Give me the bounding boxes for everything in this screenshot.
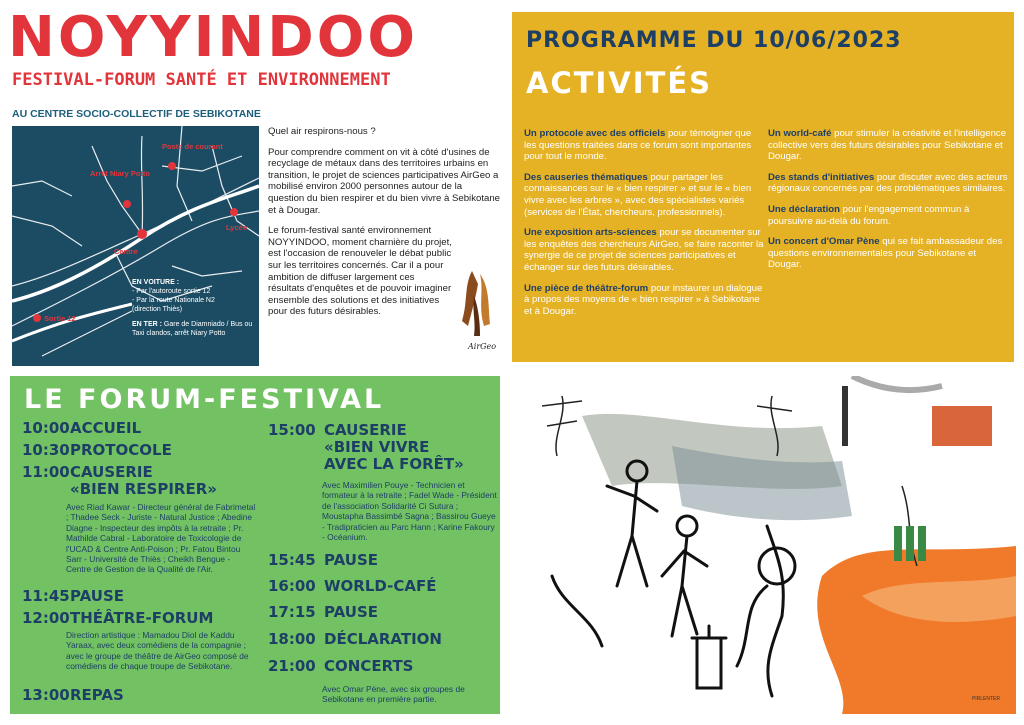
- schedule-item: [268, 658, 413, 675]
- schedule-time: 18:00: [268, 630, 316, 648]
- schedule-item: [22, 420, 141, 437]
- schedule-name: WORLD-CAFÉ: [324, 577, 437, 595]
- intro-paragraph-2: Le forum-festival santé environnement NOYYINDOO, moment charnière du projet, est l'occasion de renouveler le débat public sur les territoires concernés. Car il a pour ambition de diffuser largement ces résultats d'enquêtes et de pouvoir imaginer ensemble des solutions et des initiatives pour des futurs désirables.: [268, 225, 452, 318]
- activity-item: [524, 283, 764, 318]
- activity-desc: pour l'engagement commun à poursuivre au-delà du forum.: [768, 203, 970, 227]
- schedule-name-cont: AVEC LA FORÊT»: [324, 455, 464, 473]
- schedule-time: 15:00: [268, 421, 316, 439]
- activity-item: [768, 172, 1008, 195]
- activity-name: Un world-café: [768, 128, 832, 139]
- activity-name: Une pièce de théâtre-forum: [524, 282, 649, 294]
- activity-desc: pour témoigner que les questions traitées dans ce forum sont importantes pour tout le monde.: [524, 128, 752, 163]
- centre-marker: [137, 229, 147, 239]
- schedule-name: THÉÂTRE-FORUM: [70, 609, 214, 627]
- schedule-detail: Direction artistique : Mamadou Diol de Kaddu Yaraax, avec deux comédiens de la compagnie ; avec le groupe de théâtre de AirGeo composé de comédiens de chaque troupe de Sebikotane.: [66, 630, 249, 672]
- schedule-item: [268, 552, 378, 569]
- schedule-name: PAUSE: [324, 551, 378, 569]
- schedule-name: DÉCLARATION: [324, 630, 442, 648]
- activity-item: [768, 236, 1008, 271]
- lycee-marker: [230, 208, 238, 216]
- poste-marker: [168, 162, 176, 170]
- schedule-item: [22, 687, 124, 704]
- schedule-time: 11:00: [22, 463, 70, 481]
- arret-marker: [123, 200, 131, 208]
- schedule-name: PAUSE: [324, 603, 378, 621]
- festival-illustration: [522, 376, 1016, 714]
- map-label-lycee: Lycée: [226, 223, 247, 232]
- schedule-name: CAUSERIE: [70, 463, 153, 481]
- festival-title: NOYYINDOO: [8, 5, 418, 70]
- schedule-time: 12:00: [22, 609, 70, 627]
- map-label-sortie: Sortie 12: [44, 314, 76, 323]
- schedule-name: REPAS: [70, 686, 124, 704]
- activity-desc: pour partager les connaissances sur le « bien respirer » et sur le « bien vivre avec les arbres », avec des spécialistes variés (services de l'État, chercheurs, professionnels).: [524, 171, 752, 218]
- schedule-time: 10:30: [22, 441, 70, 459]
- schedule-name: PROTOCOLE: [70, 441, 172, 459]
- festival-subtitle: FESTIVAL-FORUM SANTÉ ET ENVIRONNEMENT: [12, 70, 391, 90]
- location-label: AU CENTRE SOCIO-COLLECTIF DE SEBIKOTANE: [12, 108, 261, 120]
- activity-item: [524, 227, 764, 273]
- forum-title: LE FORUM-FESTIVAL: [24, 384, 385, 415]
- schedule-item: [268, 631, 442, 648]
- activity-name: Des stands d'initiatives: [768, 171, 875, 183]
- schedule-item: [268, 604, 378, 621]
- map-label-arret: Arrêt Niary Potto: [90, 169, 151, 178]
- activity-item: [524, 172, 764, 218]
- airgeo-logo: [454, 266, 502, 356]
- schedule-item: [22, 610, 213, 627]
- schedule-item: [22, 588, 124, 605]
- activity-desc: pour discuter avec des acteurs régionaux concernés par des problématiques similaires.: [768, 171, 1008, 195]
- schedule-item: [268, 422, 407, 439]
- activity-desc: pour se documenter sur les enquêtes des chercheurs AirGeo, se faire raconter la synergie de ce projet de sciences participatives et échanger sur des futurs désirables.: [524, 227, 764, 273]
- by-car-line-1: - Par l'autoroute sortie 12: [132, 288, 211, 295]
- schedule-item: [22, 442, 172, 459]
- schedule-name: ACCUEIL: [70, 419, 142, 437]
- activity-item: [768, 128, 1008, 163]
- schedule-time: 17:15: [268, 603, 316, 621]
- activity-item: [524, 128, 764, 163]
- schedule-detail: Avec Maximilien Pouye - Technicien et formateur à la retraite ; Fadel Wade - Président de l'association Solidarité Ci Sutura ; Moustapha Bassimbé Sagna ; Bassirou Gueye - Tradipraticien au Parc Hann ; Karine Fakoury - Océanium.: [322, 480, 497, 543]
- activity-item: [768, 204, 1008, 227]
- activity-name: Une exposition arts-sciences: [524, 227, 657, 239]
- schedule-time: 10:00: [22, 419, 70, 437]
- schedule-time: 13:00: [22, 686, 70, 704]
- schedule-name: CAUSERIE: [324, 421, 407, 439]
- by-car-line-3: (direction Thiès): [132, 306, 183, 313]
- map-label-poste: Poste de courant: [162, 142, 223, 151]
- schedule-time: 11:45: [22, 587, 70, 605]
- activity-name: Un protocole avec des officiels: [524, 128, 666, 139]
- sortie-marker: [33, 314, 41, 322]
- by-train-text: Gare de Diamniado / Bus ou Taxi clandos, arrêt Niary Potto: [132, 321, 253, 337]
- intro-question: Quel air respirons-nous ?: [268, 126, 376, 137]
- map-label-centre: Centre: [114, 247, 138, 256]
- schedule-detail: Avec Omar Pène, avec six groupes de Sebikotane en première partie.: [322, 684, 465, 705]
- schedule-name: PAUSE: [70, 587, 124, 605]
- activity-desc: pour instaurer un dialogue à propos des moyens de « bien respirer » à Sebikotane et à Dougar.: [524, 282, 763, 317]
- schedule-item: [268, 578, 436, 595]
- activity-name: Un concert d'Omar Pène: [768, 236, 880, 248]
- access-info: [132, 278, 257, 338]
- intro-paragraph-1: Pour comprendre comment on vit à côté d'usines de recyclage de métaux dans des territoires urbains en transition, le projet de sciences participatives AirGeo a mobilisé environ 2000 personnes autour de la question du bien respirer et du bien vivre à Sebikotane et à Dougar.: [268, 146, 500, 216]
- activities-column-1: [524, 128, 764, 326]
- by-car-title: EN VOITURE :: [132, 279, 180, 286]
- activity-name: Une déclaration: [768, 203, 840, 215]
- schedule-time: 15:45: [268, 551, 316, 569]
- location-map: [12, 126, 259, 366]
- activity-desc: pour stimuler la créativité et l'intelligence collective vers des futurs désirables pour Sebikotane et Dougar.: [768, 128, 1007, 163]
- schedule-name-cont: «BIEN RESPIRER»: [70, 480, 217, 498]
- schedule-time: 16:00: [268, 577, 316, 595]
- by-train-title: EN TER :: [132, 321, 162, 328]
- illustration-drawing: [522, 376, 1016, 714]
- activity-desc: qui se fait ambassadeur des questions environnementales pour Sebikotane et Dougar.: [768, 236, 1003, 271]
- logo-text: AirGeo: [468, 342, 497, 351]
- illustration-credit: PIRLENTER: [971, 696, 1000, 702]
- activities-title: ACTIVITÉS: [526, 66, 713, 100]
- schedule-name-cont: «BIEN VIVRE: [324, 438, 430, 456]
- schedule-name: CONCERTS: [324, 657, 414, 675]
- activity-name: Des causeries thématiques: [524, 171, 648, 183]
- schedule-item: [22, 464, 153, 481]
- schedule-time: 21:00: [268, 657, 316, 675]
- activities-column-2: [768, 128, 1008, 280]
- by-car-line-2: - Par la route Nationale N2: [132, 297, 215, 304]
- schedule-detail: Avec Riad Kawar - Directeur général de Fabrimetal ; Thadee Seck - Juriste - Natural Justice ; Abedine Diagne - Inspecteur des impôts à la retraite ; Pr. Mathilde Cabral - Laboratoire de Toxicologie de l'UCAD & Centre Anti-Poison ; Pr. Fatou Bintou Sarr - Université de Thiès ; Cheikh Bengue - Centre de Gestion de la Qualité de l'Air.: [66, 502, 256, 575]
- programme-title: PROGRAMME DU 10/06/2023: [526, 28, 902, 53]
